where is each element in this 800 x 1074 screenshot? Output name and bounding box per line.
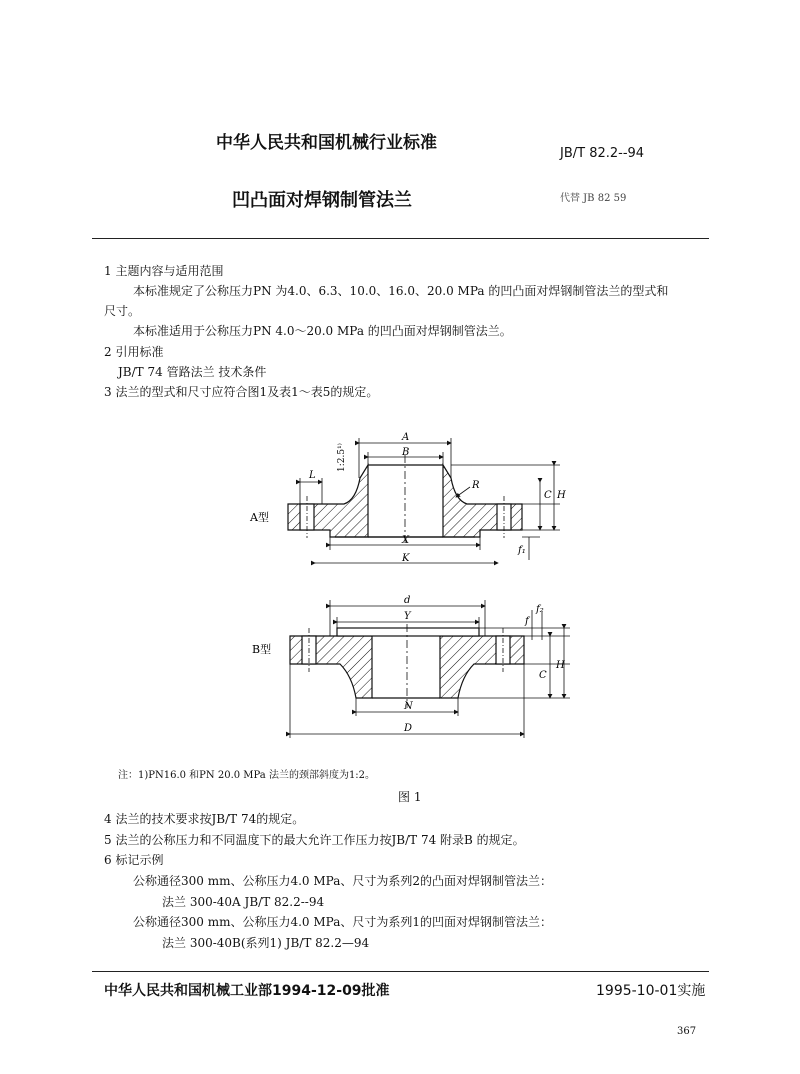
label-type-b: B型 <box>252 643 272 656</box>
dim-d-large: D <box>404 723 413 734</box>
implementation-date: 1995-10-01实施 <box>596 983 706 999</box>
section-1-para-1: 本标准规定了公称压力PN 为4.0、6.3、10.0、16.0、20.0 MPa 的凹凸面对焊钢制管法兰的型式和 <box>133 284 669 298</box>
header-org: 中华人民共和国机械行业标准 <box>216 133 437 153</box>
section-1-para-2: 本标准适用于公称压力PN 4.0～20.0 MPa 的凹凸面对焊钢制管法兰。 <box>133 324 512 338</box>
example-1-text: 公称通径300 mm、公称压力4.0 MPa、尺寸为系列2的凸面对焊钢制管法兰： <box>133 874 552 888</box>
standard-code: JB/T 82.2--94 <box>560 146 645 161</box>
dim-y: Y <box>404 611 411 622</box>
example-2-mark: 法兰 300-40B(系列1) JB/T 82.2—94 <box>162 936 370 950</box>
dim-h-type-a: H <box>557 490 566 501</box>
dim-f1: f₁ <box>518 545 526 556</box>
dim-c-type-b: C <box>539 670 547 681</box>
dim-x: X <box>402 535 410 546</box>
slope-note: 1:2.5¹⁾ <box>337 443 347 472</box>
dim-c-type-a: C <box>544 490 552 501</box>
label-type-a: A型 <box>250 511 269 524</box>
type-b-right-section <box>440 636 524 698</box>
example-1-mark: 法兰 300-40A JB/T 82.2--94 <box>162 895 325 909</box>
section-5: 5 法兰的公称压力和不同温度下的最大允许工作压力按JB/T 74 附录B 的规定。 <box>104 833 525 847</box>
figure-note: 注：1)PN16.0 和PN 20.0 MPa 法兰的颈部斜度为1:2。 <box>118 770 376 781</box>
replaces-note: 代替 JB 82 59 <box>560 193 627 204</box>
page-number: 367 <box>677 1026 697 1037</box>
dim-h-type-b: H <box>556 660 565 671</box>
dim-n: N <box>404 701 413 712</box>
section-1-heading: 1 主题内容与适用范围 <box>104 264 224 278</box>
dim-f: f <box>525 616 529 627</box>
document-title: 凹凸面对焊钢制管法兰 <box>232 190 412 211</box>
dim-k: K <box>402 553 410 564</box>
dim-b-type-a: B <box>402 447 410 458</box>
example-2-text: 公称通径300 mm、公称压力4.0 MPa、尺寸为系列1的凹面对焊钢制管法兰： <box>133 915 552 929</box>
figure-caption: 图 1 <box>398 790 422 804</box>
dim-l: L <box>309 470 316 481</box>
dim-f2: f₂ <box>536 604 544 615</box>
section-3: 3 法兰的型式和尺寸应符合图1及表1～表5的规定。 <box>104 385 379 399</box>
dim-a-type-a: A <box>402 432 410 443</box>
section-1-para-1-cont: 尺寸。 <box>104 304 141 318</box>
section-4: 4 法兰的技术要求按JB/T 74的规定。 <box>104 812 305 826</box>
dim-d-small: d <box>404 595 411 606</box>
section-2-heading: 2 引用标准 <box>104 345 164 359</box>
dim-r: R <box>472 480 480 491</box>
section-6-heading: 6 标记示例 <box>104 853 164 867</box>
section-2-reference: JB/T 74 管路法兰 技术条件 <box>118 365 267 379</box>
approval-line: 中华人民共和国机械工业部1994-12-09批准 <box>104 983 390 999</box>
footer-rule <box>92 971 709 972</box>
